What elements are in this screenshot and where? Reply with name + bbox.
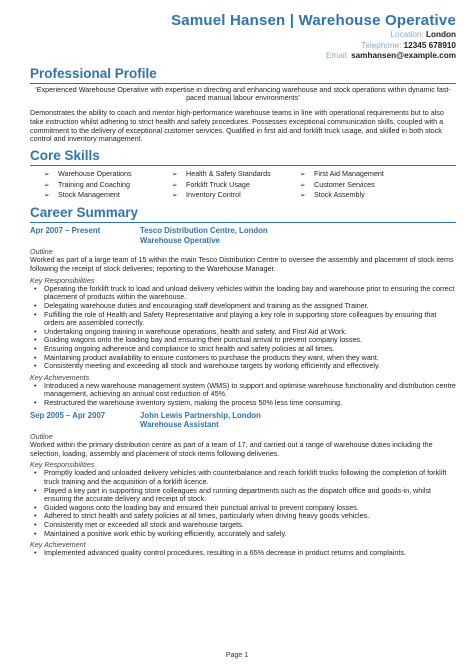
skill-item [172,169,300,180]
arrow-bullet-icon: ➢ [44,192,50,200]
skill-label: Customer Services [314,179,375,189]
job-entry-john-lewis [30,411,456,558]
responsibilities-label: Key Responsibilities [30,460,95,470]
skill-item [300,180,428,191]
list-item: • Fulfilling the role of Health and Safety Representative and playing a key role in supporting store colleagues by ensuring that orders are assembled correctly. [44,311,456,328]
email-label: Email: [326,51,349,60]
list-item: • Consistently meeting and exceeding all stock and warehouse targets by working efficiently and effectively. [44,362,456,371]
job-header [30,411,456,421]
skill-item [172,180,300,191]
arrow-bullet-icon: ➢ [300,171,306,179]
telephone-line [30,41,456,52]
skill-label: Forklift Truck Usage [186,179,250,189]
achievements-label: Key Achievements [30,372,90,382]
arrow-bullet-icon: ➢ [44,181,50,189]
list-item: • Played a key part in supporting store colleagues and running departments such as the dispatch office and goods-in, whilst ensuring the accurate delivery and receipt of stock. [44,487,456,504]
achievement-label: Key Achievement [30,540,86,550]
profile-heading: Professional Profile [30,66,456,84]
skill-label: Stock Management [58,190,120,200]
cv-header [30,12,456,62]
outline-label: Outline [30,247,53,257]
responsibilities-label: Key Responsibilities [30,275,95,285]
achievements-list [30,549,456,558]
skill-label: Stock Assembly [314,190,365,200]
list-item: • Implemented advanced quality control procedures, resulting in a 65% decrease in product returns and complaints. [44,549,456,558]
skills-heading: Core Skills [30,148,456,166]
list-item: • Guiding wagons onto the loading bay and ensuring their punctual arrival to prevent company losses. [44,336,456,345]
list-item: • Introduced a new warehouse management system (WMS) to support and optimise warehouse functionality and distribution centre management, achieving an annual cost reduction of 45%. [44,382,456,399]
skill-item [300,169,428,180]
outline-label: Outline [30,431,53,441]
skill-label: First Aid Management [314,169,384,179]
responsibilities-list [30,285,456,371]
page-number: Page 1 [225,652,249,659]
email-value: samhansen@example.com [351,51,456,60]
location-value: London [425,30,456,39]
skill-item [44,180,172,191]
job-dates: Sep 2005 – Apr 2007 [30,410,106,420]
location-label: Location: [390,30,424,39]
list-item: • Maintaining product availability to ensure customers to purchase the products they want, when they want. [44,354,456,363]
telephone-label: Telephone: [361,40,402,50]
skill-label: Inventory Control [186,190,241,200]
arrow-bullet-icon: ➢ [44,171,50,179]
list-item: • Delegating warehouse duties and encouraging staff development and training as the assigned Trainer. [44,302,456,311]
list-item: • Operating the forklift truck to load and unload delivery vehicles within the loading bay and warehouse prior to ensuring the correct placement of products within the warehouse. [44,285,456,302]
job-employer: Tesco Distribution Centre, London [140,226,268,236]
list-item: • Consistently met or exceeded all stock and warehouse targets. [44,521,456,530]
profile-body: Demonstrates the ability to coach and mentor high-performance warehouse teams in line with operational requirements but to also take instruction whilst adhering to strict health and safety procedures. Possesses exceptional communication skills, coupled with a commitment to the delivery of exceptional customer services. Qualified in first aid and forklift truck usage, and skilled in both stock control and inventory management. [30,108,444,144]
career-heading: Career Summary [30,205,456,223]
skill-item [44,169,172,180]
profile-quote: ‘Experienced Warehouse Operative with expertise in directing and enhancing warehouse and stock operations within dynamic fast-paced manual labour environments’ [35,84,451,103]
job-title: Warehouse Operative [140,235,220,245]
job-dates: Apr 2007 – Present [30,226,101,236]
email-line [30,51,456,62]
location-line [30,30,456,41]
list-item: • Maintained a positive work ethic by working efficiently, accurately and safely. [44,530,456,539]
skill-label: Health & Safety Standards [186,169,271,179]
skill-item [172,190,300,201]
skill-item [44,190,172,201]
arrow-bullet-icon: ➢ [300,181,306,189]
achievements-list [30,382,456,408]
list-item: • Restructured the warehouse inventory system, making the process 50% less time consuming. [44,399,456,408]
job-outline: Worked as part of a large team of 15 within the main Tesco Distribution Centre to oversee the assembly and placement of stock items following the receipt of stock deliveries; reporting to the Warehouse Manager. [30,255,454,274]
job-header [30,226,456,236]
list-item: • Guided wagons onto the loading bay and ensured their punctual arrival to prevent company losses. [44,504,456,513]
job-entry-tesco [30,226,456,408]
arrow-bullet-icon: ➢ [172,171,178,179]
telephone-value: 12345 678910 [403,40,456,50]
job-outline: Worked within the primary distribution centre as part of a team of 17, and carried out a range of warehouse duties including the selection, loading, assembly and placement of stock items following deliveries. [30,439,433,458]
job-employer: John Lewis Partnership, London [140,410,261,420]
skill-label: Training and Coaching [58,179,131,189]
list-item: • Ensuring ongoing adherence and compliance to strict health and safety policies at all times. [44,345,456,354]
list-item: • Adhered to strict health and safety policies at all times, particularly when driving heavy goods vehicles. [44,512,456,521]
list-item: • Promptly loaded and unloaded delivery vehicles with counterbalance and reach forklift trucks following the completion of forklift truck training and the acquisition of a forklift licence. [44,469,456,486]
candidate-name: Samuel Hansen | Warehouse Operative [171,12,456,29]
job-title-row [30,236,456,246]
skill-item [300,190,428,201]
job-title-row [30,420,456,430]
arrow-bullet-icon: ➢ [172,181,178,189]
job-title: Warehouse Assistant [140,420,219,430]
list-item: • Undertaking ongoing training in warehouse operations, health and safety, and First Aid at Work. [44,328,456,337]
arrow-bullet-icon: ➢ [172,192,178,200]
skills-grid [44,169,456,201]
responsibilities-list [30,469,456,538]
skill-label: Warehouse Operations [58,169,132,179]
arrow-bullet-icon: ➢ [300,192,306,200]
